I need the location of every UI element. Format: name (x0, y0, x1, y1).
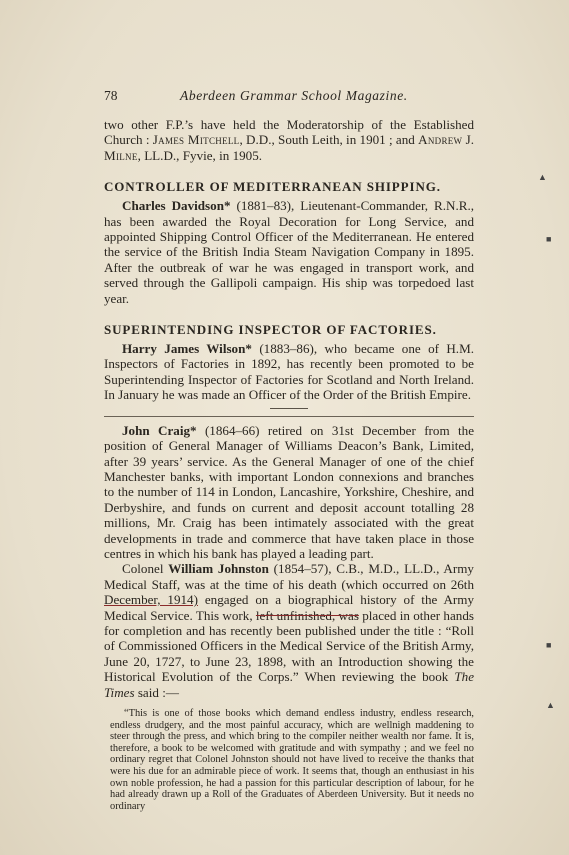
publication-title: The Times (104, 669, 474, 700)
person-name: Milne (104, 147, 138, 163)
person-name: William Johnston (168, 561, 269, 577)
running-title: Aberdeen Grammar School Magazine. (180, 88, 408, 103)
page-header (104, 88, 474, 104)
section-heading: CONTROLLER OF MEDITERRANEAN SHIPPING. (104, 179, 441, 195)
section-paragraph: Colonel William Johnston (1854–57), C.B., M.D., LL.D., Army Medical Staff, was at the time of his death (which occurred on 26th December, 1914) engaged on a biographical history of the Army Medical Service. This work, left unfinished, was placed in other hands for completion and has recently been published under the title : “Roll of Commissioned Officers in the Medical Service of the British Army, June 20, 1727, to June 23, 1898, with an Introduction showing the Historical Evolution of the Corps.” When reviewing the book The Times said :— (104, 561, 474, 700)
section-paragraph: Charles Davidson* (1881–83), Lieutenant-Commander, R.N.R., has been awarded the Royal Decoration for Long Service, and appointed Shipping Control Officer of the Mediterranean. He entered the service of the British India Steam Navigation Company in 1895. After the outbreak of war he was engaged in transport work, and served through the Gallipoli campaign. His ship was torpedoed last year. (104, 198, 475, 306)
section-divider (270, 408, 308, 409)
block-quote (110, 708, 474, 812)
margin-mark: ■ (546, 234, 552, 244)
person-name: Charles Davidson* (122, 198, 231, 214)
section-paragraph: Harry James Wilson* (1883–86), who became one of H.M. Inspectors of Factories in 1892, has recently been promoted to be Superintending Inspector of Factories for Scotland and North Ireland. In January he was made an Officer of the Order of the British Empire. (104, 341, 474, 403)
person-name: Harry James Wilson* (122, 341, 252, 357)
rule-line (104, 416, 474, 417)
page-number: 78 (104, 88, 118, 103)
intro-paragraph: two other F.P.’s have held the Moderatorship of the Established Church : James Mitchell, D.D., South Leith, in 1901 ; and Andrew J. Milne, LL.D., Fyvie, in 1905. (104, 117, 474, 163)
person-name: Andrew (418, 132, 463, 148)
section-paragraph: John Craig* (1864–66) retired on 31st December from the position of General Manager of Williams Deacon’s Bank, Limited, after 39 years’ service. As the General Manager of one of the chief Manchester banks, with important London connexions and branches to the number of 114 in London, Lancashire, Yorkshire, Cheshire, and Derbyshire, and funds on current and deposit account totalling 28 millions, Mr. Craig has been intimately associated with the great developments in trade and commerce that have taken place in those centres in which his bank has played a leading part. (104, 422, 475, 561)
underlined-text: December, 1914) (104, 592, 198, 608)
quote-text: “This is one of those books which demand endless industry, endless research, endless drudgery, and the most painful accuracy, which are wellnigh maddening to steer through the press, and which bring to the compiler neither wealth nor fame. It is, therefore, a book to be welcomed with gratitude and with sympathy ; and we feel no ordinary regret that Colonel Johnston should not have lived to receive the thanks that were his due for an admirable piece of work. It seems that, though an enthusiast in his own noble profession, he had a passion for this particular description of labour, for he had already drawn up a Roll of the Graduates of Aberdeen University. But it needs no ordinary (110, 708, 474, 812)
struck-text: left unfinished, was (255, 607, 359, 623)
margin-mark: ▲ (538, 172, 547, 182)
page-content (104, 88, 474, 812)
margin-mark: ■ (546, 640, 552, 650)
section-heading: SUPERINTENDING INSPECTOR OF FACTORIES. (104, 322, 437, 338)
margin-mark: ▲ (546, 700, 555, 710)
person-name: James Mitchell (152, 132, 240, 148)
person-name: John Craig* (122, 422, 197, 438)
